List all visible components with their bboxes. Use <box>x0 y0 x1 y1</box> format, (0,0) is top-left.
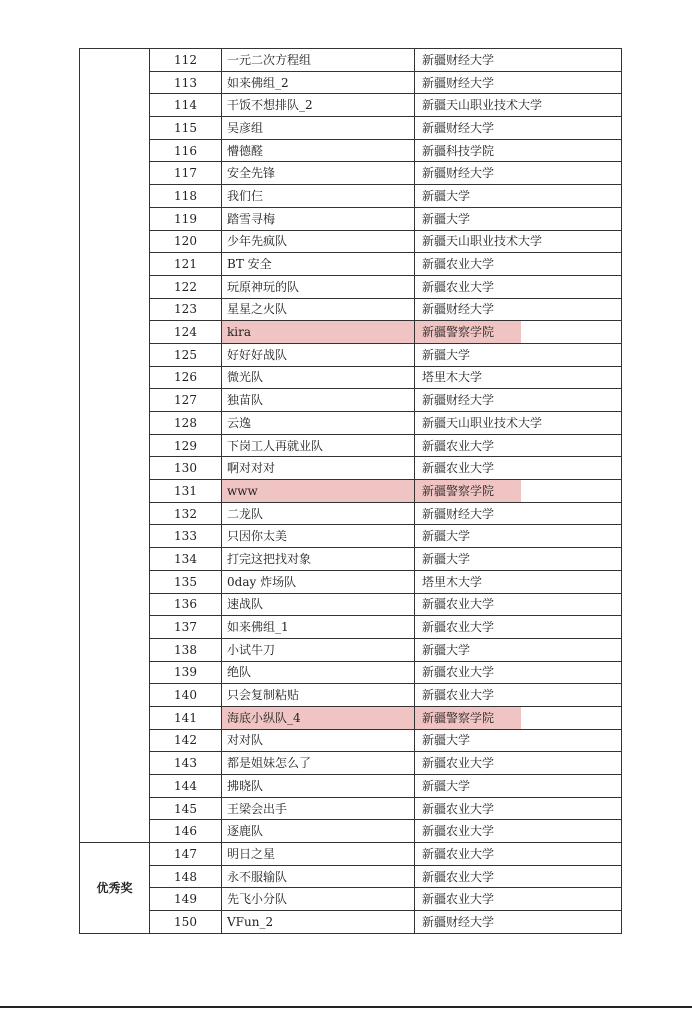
team-name-cell: VFun_2 <box>222 911 415 934</box>
team-name-cell: 明日之星 <box>222 843 415 866</box>
rank-number-cell: 129 <box>150 434 222 457</box>
rank-number-cell: 114 <box>150 94 222 117</box>
school-name-cell: 新疆天山职业技术大学 <box>415 94 622 117</box>
team-name-cell: 独苗队 <box>222 389 415 412</box>
table-row <box>80 593 622 616</box>
team-name-cell: 永不服输队 <box>222 865 415 888</box>
rank-number-cell: 125 <box>150 343 222 366</box>
table-row <box>80 570 622 593</box>
table-row <box>80 139 622 162</box>
rank-number-cell: 141 <box>150 706 222 729</box>
school-name-cell: 新疆警察学院 <box>415 480 622 503</box>
rank-number-cell: 142 <box>150 729 222 752</box>
team-name-cell: 好好好战队 <box>222 343 415 366</box>
rank-number-cell: 143 <box>150 752 222 775</box>
school-name-cell: 新疆农业大学 <box>415 752 622 775</box>
team-name-cell: 安全先锋 <box>222 162 415 185</box>
rank-number-cell: 150 <box>150 911 222 934</box>
school-name-cell: 新疆大学 <box>415 343 622 366</box>
school-name-cell: 新疆大学 <box>415 548 622 571</box>
rank-number-cell: 122 <box>150 275 222 298</box>
team-name-cell: 二龙队 <box>222 502 415 525</box>
table-row <box>80 502 622 525</box>
school-name-cell: 新疆财经大学 <box>415 117 622 140</box>
table-row <box>80 94 622 117</box>
table-row <box>80 49 622 72</box>
rank-number-cell: 145 <box>150 797 222 820</box>
rank-number-cell: 149 <box>150 888 222 911</box>
team-name-cell: 干饭不想排队_2 <box>222 94 415 117</box>
school-name-cell: 新疆警察学院 <box>415 321 622 344</box>
school-name-cell: 塔里木大学 <box>415 570 622 593</box>
table-row <box>80 775 622 798</box>
school-name-cell: 新疆大学 <box>415 207 622 230</box>
team-name-cell: 小试牛刀 <box>222 638 415 661</box>
table-row <box>80 480 622 503</box>
team-name-cell: 下岗工人再就业队 <box>222 434 415 457</box>
team-name-cell: 0day 炸场队 <box>222 570 415 593</box>
rank-number-cell: 140 <box>150 684 222 707</box>
rank-number-cell: 118 <box>150 185 222 208</box>
team-name-cell: 云逸 <box>222 412 415 435</box>
school-name-cell: 新疆大学 <box>415 729 622 752</box>
rank-number-cell: 136 <box>150 593 222 616</box>
table-row <box>80 434 622 457</box>
school-name-cell: 新疆农业大学 <box>415 593 622 616</box>
table-row <box>80 389 622 412</box>
team-name-cell: 海底小纵队_4 <box>222 706 415 729</box>
team-name-cell: 逐鹿队 <box>222 820 415 843</box>
school-name-cell: 新疆天山职业技术大学 <box>415 230 622 253</box>
school-name-cell: 新疆农业大学 <box>415 865 622 888</box>
school-name-cell: 新疆农业大学 <box>415 661 622 684</box>
table-row <box>80 185 622 208</box>
award-list-page <box>79 48 621 935</box>
table-row <box>80 525 622 548</box>
school-name-cell: 新疆警察学院 <box>415 706 622 729</box>
table-row <box>80 661 622 684</box>
school-name-cell: 新疆农业大学 <box>415 616 622 639</box>
rank-number-cell: 112 <box>150 49 222 72</box>
award-table-body <box>80 49 622 934</box>
table-row <box>80 457 622 480</box>
team-name-cell: 如来佛组_2 <box>222 71 415 94</box>
table-row <box>80 797 622 820</box>
rank-number-cell: 116 <box>150 139 222 162</box>
school-name-cell: 新疆大学 <box>415 185 622 208</box>
team-name-cell: 都是姐妹怎么了 <box>222 752 415 775</box>
rank-number-cell: 117 <box>150 162 222 185</box>
team-name-cell: 拂晓队 <box>222 775 415 798</box>
school-name-cell: 新疆大学 <box>415 638 622 661</box>
table-row <box>80 843 622 866</box>
school-name-cell: 新疆农业大学 <box>415 253 622 276</box>
team-name-cell: 速战队 <box>222 593 415 616</box>
table-row <box>80 865 622 888</box>
table-row <box>80 616 622 639</box>
rank-number-cell: 130 <box>150 457 222 480</box>
award-category-cell: 优秀奖 <box>80 843 150 934</box>
rank-number-cell: 120 <box>150 230 222 253</box>
team-name-cell: 只会复制粘贴 <box>222 684 415 707</box>
school-name-cell: 新疆农业大学 <box>415 457 622 480</box>
rank-number-cell: 139 <box>150 661 222 684</box>
school-name-cell: 塔里木大学 <box>415 366 622 389</box>
table-row <box>80 684 622 707</box>
school-name-cell: 新疆科技学院 <box>415 139 622 162</box>
school-name-cell: 新疆大学 <box>415 525 622 548</box>
school-name-cell: 新疆农业大学 <box>415 797 622 820</box>
rank-number-cell: 127 <box>150 389 222 412</box>
school-name-cell: 新疆农业大学 <box>415 275 622 298</box>
award-category-cell <box>80 49 150 843</box>
rank-number-cell: 138 <box>150 638 222 661</box>
table-row <box>80 638 622 661</box>
table-row <box>80 71 622 94</box>
table-row <box>80 253 622 276</box>
team-name-cell: 王梁会出手 <box>222 797 415 820</box>
team-name-cell: 懵德醛 <box>222 139 415 162</box>
team-name-cell: 如来佛组_1 <box>222 616 415 639</box>
table-row <box>80 343 622 366</box>
rank-number-cell: 131 <box>150 480 222 503</box>
table-row <box>80 275 622 298</box>
team-name-cell: 少年先疯队 <box>222 230 415 253</box>
rank-number-cell: 113 <box>150 71 222 94</box>
table-row <box>80 207 622 230</box>
rank-number-cell: 132 <box>150 502 222 525</box>
award-table <box>79 48 622 934</box>
page-bottom-rule <box>0 1006 692 1008</box>
table-row <box>80 729 622 752</box>
table-row <box>80 117 622 140</box>
table-row <box>80 162 622 185</box>
school-name-cell: 新疆大学 <box>415 775 622 798</box>
school-name-cell: 新疆财经大学 <box>415 71 622 94</box>
school-name-cell: 新疆天山职业技术大学 <box>415 412 622 435</box>
school-name-cell: 新疆农业大学 <box>415 434 622 457</box>
rank-number-cell: 135 <box>150 570 222 593</box>
rank-number-cell: 126 <box>150 366 222 389</box>
rank-number-cell: 144 <box>150 775 222 798</box>
rank-number-cell: 124 <box>150 321 222 344</box>
table-row <box>80 412 622 435</box>
table-row <box>80 911 622 934</box>
table-row <box>80 230 622 253</box>
rank-number-cell: 133 <box>150 525 222 548</box>
school-name-cell: 新疆财经大学 <box>415 49 622 72</box>
school-name-cell: 新疆农业大学 <box>415 843 622 866</box>
table-row <box>80 706 622 729</box>
team-name-cell: 只因你太美 <box>222 525 415 548</box>
rank-number-cell: 121 <box>150 253 222 276</box>
team-name-cell: 我们仨 <box>222 185 415 208</box>
rank-number-cell: 147 <box>150 843 222 866</box>
team-name-cell: 啊对对对 <box>222 457 415 480</box>
team-name-cell: 微光队 <box>222 366 415 389</box>
team-name-cell: 一元二次方程组 <box>222 49 415 72</box>
table-row <box>80 820 622 843</box>
team-name-cell: BT 安全 <box>222 253 415 276</box>
school-name-cell: 新疆财经大学 <box>415 389 622 412</box>
table-row <box>80 752 622 775</box>
rank-number-cell: 115 <box>150 117 222 140</box>
rank-number-cell: 123 <box>150 298 222 321</box>
school-name-cell: 新疆财经大学 <box>415 911 622 934</box>
table-row <box>80 321 622 344</box>
table-row <box>80 888 622 911</box>
table-row <box>80 366 622 389</box>
team-name-cell: www <box>222 480 415 503</box>
school-name-cell: 新疆财经大学 <box>415 162 622 185</box>
rank-number-cell: 137 <box>150 616 222 639</box>
team-name-cell: 绝队 <box>222 661 415 684</box>
rank-number-cell: 148 <box>150 865 222 888</box>
team-name-cell: 玩原神玩的队 <box>222 275 415 298</box>
team-name-cell: 对对队 <box>222 729 415 752</box>
school-name-cell: 新疆财经大学 <box>415 298 622 321</box>
team-name-cell: 踏雪寻梅 <box>222 207 415 230</box>
table-row <box>80 548 622 571</box>
table-row <box>80 298 622 321</box>
school-name-cell: 新疆农业大学 <box>415 888 622 911</box>
rank-number-cell: 128 <box>150 412 222 435</box>
team-name-cell: kira <box>222 321 415 344</box>
school-name-cell: 新疆农业大学 <box>415 684 622 707</box>
team-name-cell: 打完这把找对象 <box>222 548 415 571</box>
rank-number-cell: 134 <box>150 548 222 571</box>
school-name-cell: 新疆财经大学 <box>415 502 622 525</box>
team-name-cell: 先飞小分队 <box>222 888 415 911</box>
rank-number-cell: 119 <box>150 207 222 230</box>
rank-number-cell: 146 <box>150 820 222 843</box>
team-name-cell: 吴彦组 <box>222 117 415 140</box>
team-name-cell: 星星之火队 <box>222 298 415 321</box>
school-name-cell: 新疆农业大学 <box>415 820 622 843</box>
